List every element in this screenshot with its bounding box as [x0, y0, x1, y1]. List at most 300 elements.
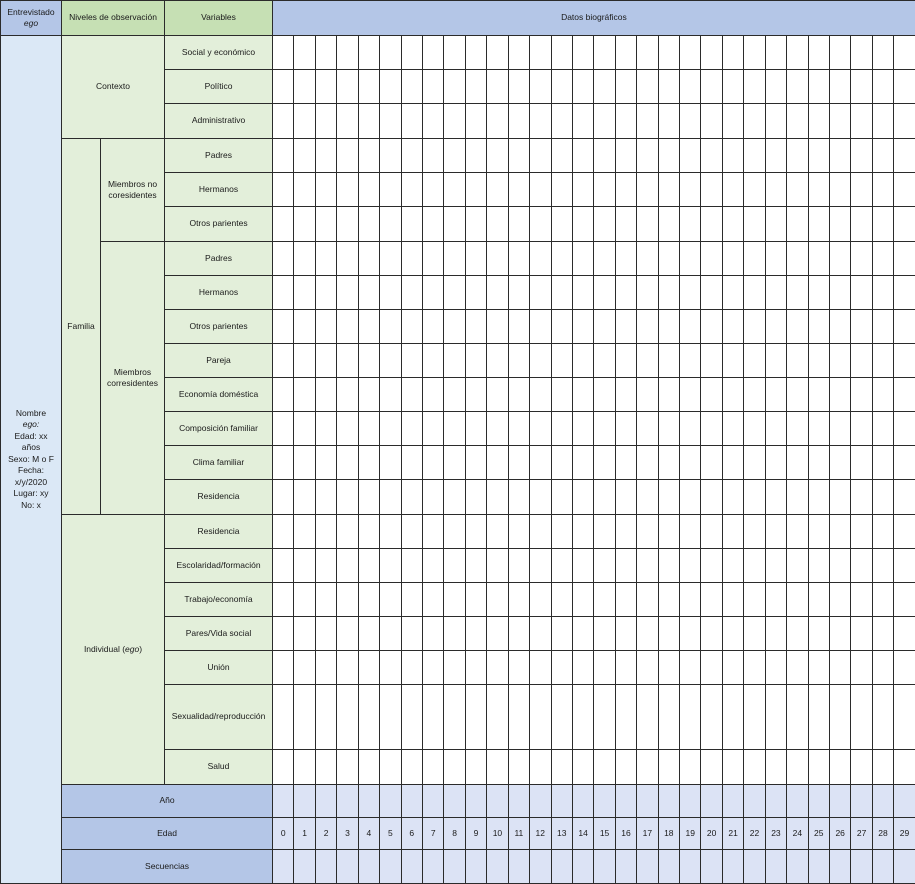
- data-cell[interactable]: [894, 583, 915, 617]
- data-cell[interactable]: [851, 173, 872, 207]
- secuencias-cell[interactable]: [572, 850, 593, 884]
- data-cell[interactable]: [851, 36, 872, 70]
- data-cell[interactable]: [894, 515, 915, 549]
- data-cell[interactable]: [787, 310, 808, 344]
- data-cell[interactable]: [465, 310, 486, 344]
- data-cell[interactable]: [315, 446, 336, 480]
- data-cell[interactable]: [594, 173, 615, 207]
- data-cell[interactable]: [765, 412, 786, 446]
- data-cell[interactable]: [722, 139, 743, 173]
- data-cell[interactable]: [894, 310, 915, 344]
- data-cell[interactable]: [465, 583, 486, 617]
- data-cell[interactable]: [744, 70, 765, 104]
- secuencias-cell[interactable]: [894, 850, 915, 884]
- data-cell[interactable]: [487, 173, 508, 207]
- data-cell[interactable]: [358, 139, 379, 173]
- data-cell[interactable]: [422, 310, 443, 344]
- data-cell[interactable]: [294, 276, 315, 310]
- data-cell[interactable]: [465, 685, 486, 750]
- data-cell[interactable]: [872, 446, 893, 480]
- data-cell[interactable]: [765, 583, 786, 617]
- data-cell[interactable]: [680, 685, 701, 750]
- data-cell[interactable]: [530, 617, 551, 651]
- data-cell[interactable]: [680, 207, 701, 242]
- data-cell[interactable]: [465, 36, 486, 70]
- data-cell[interactable]: [851, 242, 872, 276]
- data-cell[interactable]: [594, 276, 615, 310]
- data-cell[interactable]: [551, 378, 572, 412]
- data-cell[interactable]: [765, 515, 786, 549]
- data-cell[interactable]: [294, 104, 315, 139]
- data-cell[interactable]: [315, 378, 336, 412]
- data-cell[interactable]: [829, 412, 850, 446]
- secuencias-cell[interactable]: [594, 850, 615, 884]
- data-cell[interactable]: [658, 139, 679, 173]
- data-cell[interactable]: [358, 207, 379, 242]
- data-cell[interactable]: [872, 310, 893, 344]
- data-cell[interactable]: [658, 310, 679, 344]
- data-cell[interactable]: [572, 480, 593, 515]
- data-cell[interactable]: [530, 750, 551, 785]
- data-cell[interactable]: [572, 104, 593, 139]
- data-cell[interactable]: [294, 480, 315, 515]
- data-cell[interactable]: [851, 139, 872, 173]
- data-cell[interactable]: [444, 104, 465, 139]
- ano-cell[interactable]: [572, 785, 593, 818]
- data-cell[interactable]: [337, 583, 358, 617]
- data-cell[interactable]: [508, 651, 529, 685]
- secuencias-cell[interactable]: [380, 850, 401, 884]
- ano-cell[interactable]: [829, 785, 850, 818]
- data-cell[interactable]: [465, 549, 486, 583]
- data-cell[interactable]: [358, 310, 379, 344]
- data-cell[interactable]: [808, 104, 829, 139]
- data-cell[interactable]: [872, 412, 893, 446]
- data-cell[interactable]: [337, 750, 358, 785]
- data-cell[interactable]: [337, 173, 358, 207]
- data-cell[interactable]: [508, 276, 529, 310]
- data-cell[interactable]: [637, 70, 658, 104]
- data-cell[interactable]: [701, 412, 722, 446]
- data-cell[interactable]: [358, 344, 379, 378]
- data-cell[interactable]: [851, 515, 872, 549]
- data-cell[interactable]: [829, 515, 850, 549]
- data-cell[interactable]: [294, 207, 315, 242]
- data-cell[interactable]: [851, 70, 872, 104]
- data-cell[interactable]: [872, 549, 893, 583]
- data-cell[interactable]: [615, 617, 636, 651]
- data-cell[interactable]: [465, 515, 486, 549]
- data-cell[interactable]: [851, 412, 872, 446]
- data-cell[interactable]: [829, 446, 850, 480]
- data-cell[interactable]: [508, 310, 529, 344]
- data-cell[interactable]: [487, 344, 508, 378]
- data-cell[interactable]: [722, 173, 743, 207]
- data-cell[interactable]: [658, 651, 679, 685]
- data-cell[interactable]: [829, 651, 850, 685]
- data-cell[interactable]: [273, 446, 294, 480]
- data-cell[interactable]: [358, 173, 379, 207]
- data-cell[interactable]: [530, 583, 551, 617]
- data-cell[interactable]: [680, 344, 701, 378]
- ano-cell[interactable]: [894, 785, 915, 818]
- data-cell[interactable]: [658, 549, 679, 583]
- ano-cell[interactable]: [615, 785, 636, 818]
- data-cell[interactable]: [508, 549, 529, 583]
- data-cell[interactable]: [851, 378, 872, 412]
- data-cell[interactable]: [358, 104, 379, 139]
- data-cell[interactable]: [615, 310, 636, 344]
- data-cell[interactable]: [787, 480, 808, 515]
- data-cell[interactable]: [637, 276, 658, 310]
- secuencias-cell[interactable]: [444, 850, 465, 884]
- data-cell[interactable]: [465, 446, 486, 480]
- data-cell[interactable]: [337, 446, 358, 480]
- data-cell[interactable]: [787, 750, 808, 785]
- ano-cell[interactable]: [444, 785, 465, 818]
- data-cell[interactable]: [594, 70, 615, 104]
- data-cell[interactable]: [444, 378, 465, 412]
- data-cell[interactable]: [829, 242, 850, 276]
- data-cell[interactable]: [487, 549, 508, 583]
- data-cell[interactable]: [872, 139, 893, 173]
- data-cell[interactable]: [894, 685, 915, 750]
- data-cell[interactable]: [572, 446, 593, 480]
- data-cell[interactable]: [315, 412, 336, 446]
- data-cell[interactable]: [765, 480, 786, 515]
- data-cell[interactable]: [722, 276, 743, 310]
- data-cell[interactable]: [808, 139, 829, 173]
- data-cell[interactable]: [530, 310, 551, 344]
- data-cell[interactable]: [637, 104, 658, 139]
- secuencias-cell[interactable]: [701, 850, 722, 884]
- data-cell[interactable]: [380, 139, 401, 173]
- data-cell[interactable]: [465, 70, 486, 104]
- data-cell[interactable]: [401, 651, 422, 685]
- ano-cell[interactable]: [744, 785, 765, 818]
- data-cell[interactable]: [444, 750, 465, 785]
- data-cell[interactable]: [337, 617, 358, 651]
- data-cell[interactable]: [808, 750, 829, 785]
- data-cell[interactable]: [658, 104, 679, 139]
- data-cell[interactable]: [530, 378, 551, 412]
- data-cell[interactable]: [422, 276, 443, 310]
- data-cell[interactable]: [337, 310, 358, 344]
- data-cell[interactable]: [422, 617, 443, 651]
- data-cell[interactable]: [337, 412, 358, 446]
- secuencias-cell[interactable]: [615, 850, 636, 884]
- data-cell[interactable]: [380, 104, 401, 139]
- data-cell[interactable]: [872, 583, 893, 617]
- data-cell[interactable]: [637, 583, 658, 617]
- data-cell[interactable]: [444, 173, 465, 207]
- data-cell[interactable]: [551, 276, 572, 310]
- data-cell[interactable]: [315, 480, 336, 515]
- data-cell[interactable]: [829, 583, 850, 617]
- data-cell[interactable]: [787, 378, 808, 412]
- data-cell[interactable]: [658, 276, 679, 310]
- data-cell[interactable]: [872, 480, 893, 515]
- data-cell[interactable]: [401, 276, 422, 310]
- data-cell[interactable]: [315, 70, 336, 104]
- data-cell[interactable]: [444, 685, 465, 750]
- data-cell[interactable]: [508, 480, 529, 515]
- data-cell[interactable]: [572, 583, 593, 617]
- data-cell[interactable]: [701, 104, 722, 139]
- ano-cell[interactable]: [508, 785, 529, 818]
- data-cell[interactable]: [508, 685, 529, 750]
- secuencias-cell[interactable]: [872, 850, 893, 884]
- data-cell[interactable]: [637, 750, 658, 785]
- data-cell[interactable]: [380, 446, 401, 480]
- data-cell[interactable]: [273, 515, 294, 549]
- data-cell[interactable]: [658, 480, 679, 515]
- data-cell[interactable]: [872, 36, 893, 70]
- data-cell[interactable]: [337, 139, 358, 173]
- data-cell[interactable]: [273, 70, 294, 104]
- data-cell[interactable]: [358, 617, 379, 651]
- data-cell[interactable]: [615, 685, 636, 750]
- data-cell[interactable]: [829, 344, 850, 378]
- data-cell[interactable]: [894, 207, 915, 242]
- data-cell[interactable]: [658, 36, 679, 70]
- data-cell[interactable]: [829, 549, 850, 583]
- data-cell[interactable]: [894, 242, 915, 276]
- data-cell[interactable]: [722, 70, 743, 104]
- data-cell[interactable]: [722, 104, 743, 139]
- data-cell[interactable]: [808, 446, 829, 480]
- data-cell[interactable]: [765, 207, 786, 242]
- secuencias-cell[interactable]: [487, 850, 508, 884]
- data-cell[interactable]: [358, 480, 379, 515]
- data-cell[interactable]: [273, 480, 294, 515]
- data-cell[interactable]: [701, 549, 722, 583]
- data-cell[interactable]: [487, 617, 508, 651]
- data-cell[interactable]: [787, 651, 808, 685]
- data-cell[interactable]: [680, 310, 701, 344]
- data-cell[interactable]: [487, 515, 508, 549]
- data-cell[interactable]: [722, 344, 743, 378]
- data-cell[interactable]: [765, 173, 786, 207]
- data-cell[interactable]: [829, 310, 850, 344]
- data-cell[interactable]: [658, 412, 679, 446]
- data-cell[interactable]: [572, 344, 593, 378]
- data-cell[interactable]: [508, 515, 529, 549]
- data-cell[interactable]: [380, 549, 401, 583]
- data-cell[interactable]: [701, 446, 722, 480]
- data-cell[interactable]: [894, 651, 915, 685]
- data-cell[interactable]: [615, 344, 636, 378]
- data-cell[interactable]: [765, 276, 786, 310]
- data-cell[interactable]: [444, 412, 465, 446]
- data-cell[interactable]: [380, 276, 401, 310]
- data-cell[interactable]: [829, 173, 850, 207]
- data-cell[interactable]: [680, 104, 701, 139]
- data-cell[interactable]: [337, 242, 358, 276]
- data-cell[interactable]: [594, 651, 615, 685]
- data-cell[interactable]: [358, 276, 379, 310]
- data-cell[interactable]: [615, 750, 636, 785]
- data-cell[interactable]: [701, 750, 722, 785]
- data-cell[interactable]: [701, 617, 722, 651]
- data-cell[interactable]: [594, 750, 615, 785]
- data-cell[interactable]: [701, 242, 722, 276]
- data-cell[interactable]: [551, 446, 572, 480]
- data-cell[interactable]: [358, 378, 379, 412]
- data-cell[interactable]: [422, 549, 443, 583]
- data-cell[interactable]: [530, 344, 551, 378]
- data-cell[interactable]: [872, 617, 893, 651]
- ano-cell[interactable]: [765, 785, 786, 818]
- data-cell[interactable]: [744, 549, 765, 583]
- data-cell[interactable]: [808, 412, 829, 446]
- data-cell[interactable]: [315, 685, 336, 750]
- data-cell[interactable]: [380, 310, 401, 344]
- data-cell[interactable]: [487, 70, 508, 104]
- data-cell[interactable]: [358, 412, 379, 446]
- data-cell[interactable]: [508, 104, 529, 139]
- data-cell[interactable]: [658, 207, 679, 242]
- data-cell[interactable]: [294, 70, 315, 104]
- data-cell[interactable]: [551, 617, 572, 651]
- data-cell[interactable]: [808, 70, 829, 104]
- data-cell[interactable]: [358, 242, 379, 276]
- data-cell[interactable]: [765, 36, 786, 70]
- data-cell[interactable]: [680, 378, 701, 412]
- data-cell[interactable]: [701, 310, 722, 344]
- data-cell[interactable]: [872, 276, 893, 310]
- data-cell[interactable]: [401, 750, 422, 785]
- secuencias-cell[interactable]: [637, 850, 658, 884]
- data-cell[interactable]: [680, 173, 701, 207]
- data-cell[interactable]: [637, 515, 658, 549]
- data-cell[interactable]: [508, 173, 529, 207]
- data-cell[interactable]: [894, 344, 915, 378]
- data-cell[interactable]: [380, 378, 401, 412]
- data-cell[interactable]: [315, 207, 336, 242]
- data-cell[interactable]: [444, 446, 465, 480]
- data-cell[interactable]: [722, 549, 743, 583]
- secuencias-cell[interactable]: [680, 850, 701, 884]
- data-cell[interactable]: [508, 446, 529, 480]
- data-cell[interactable]: [401, 104, 422, 139]
- data-cell[interactable]: [508, 412, 529, 446]
- data-cell[interactable]: [294, 685, 315, 750]
- data-cell[interactable]: [273, 207, 294, 242]
- data-cell[interactable]: [872, 515, 893, 549]
- data-cell[interactable]: [722, 36, 743, 70]
- data-cell[interactable]: [615, 378, 636, 412]
- data-cell[interactable]: [487, 480, 508, 515]
- data-cell[interactable]: [851, 750, 872, 785]
- data-cell[interactable]: [273, 344, 294, 378]
- data-cell[interactable]: [572, 173, 593, 207]
- data-cell[interactable]: [444, 207, 465, 242]
- data-cell[interactable]: [572, 36, 593, 70]
- data-cell[interactable]: [337, 378, 358, 412]
- data-cell[interactable]: [487, 583, 508, 617]
- data-cell[interactable]: [487, 242, 508, 276]
- data-cell[interactable]: [829, 36, 850, 70]
- data-cell[interactable]: [829, 104, 850, 139]
- data-cell[interactable]: [465, 242, 486, 276]
- data-cell[interactable]: [787, 36, 808, 70]
- data-cell[interactable]: [273, 583, 294, 617]
- data-cell[interactable]: [444, 276, 465, 310]
- ano-cell[interactable]: [851, 785, 872, 818]
- ano-cell[interactable]: [808, 785, 829, 818]
- data-cell[interactable]: [680, 276, 701, 310]
- data-cell[interactable]: [273, 651, 294, 685]
- data-cell[interactable]: [637, 173, 658, 207]
- secuencias-cell[interactable]: [829, 850, 850, 884]
- data-cell[interactable]: [530, 104, 551, 139]
- data-cell[interactable]: [380, 36, 401, 70]
- data-cell[interactable]: [680, 651, 701, 685]
- data-cell[interactable]: [337, 36, 358, 70]
- data-cell[interactable]: [615, 549, 636, 583]
- data-cell[interactable]: [572, 750, 593, 785]
- data-cell[interactable]: [787, 276, 808, 310]
- data-cell[interactable]: [380, 651, 401, 685]
- data-cell[interactable]: [765, 651, 786, 685]
- data-cell[interactable]: [658, 446, 679, 480]
- data-cell[interactable]: [680, 139, 701, 173]
- data-cell[interactable]: [808, 207, 829, 242]
- data-cell[interactable]: [380, 617, 401, 651]
- secuencias-cell[interactable]: [808, 850, 829, 884]
- data-cell[interactable]: [551, 412, 572, 446]
- data-cell[interactable]: [551, 70, 572, 104]
- data-cell[interactable]: [894, 104, 915, 139]
- data-cell[interactable]: [444, 480, 465, 515]
- data-cell[interactable]: [465, 412, 486, 446]
- data-cell[interactable]: [744, 276, 765, 310]
- secuencias-cell[interactable]: [787, 850, 808, 884]
- ano-cell[interactable]: [701, 785, 722, 818]
- data-cell[interactable]: [422, 104, 443, 139]
- data-cell[interactable]: [572, 651, 593, 685]
- data-cell[interactable]: [273, 139, 294, 173]
- data-cell[interactable]: [551, 480, 572, 515]
- data-cell[interactable]: [315, 515, 336, 549]
- data-cell[interactable]: [808, 685, 829, 750]
- data-cell[interactable]: [358, 685, 379, 750]
- data-cell[interactable]: [530, 515, 551, 549]
- data-cell[interactable]: [380, 242, 401, 276]
- secuencias-cell[interactable]: [273, 850, 294, 884]
- data-cell[interactable]: [787, 139, 808, 173]
- data-cell[interactable]: [273, 750, 294, 785]
- data-cell[interactable]: [765, 310, 786, 344]
- data-cell[interactable]: [315, 310, 336, 344]
- data-cell[interactable]: [273, 378, 294, 412]
- data-cell[interactable]: [465, 651, 486, 685]
- data-cell[interactable]: [465, 207, 486, 242]
- data-cell[interactable]: [487, 104, 508, 139]
- secuencias-cell[interactable]: [337, 850, 358, 884]
- data-cell[interactable]: [508, 378, 529, 412]
- data-cell[interactable]: [422, 378, 443, 412]
- data-cell[interactable]: [894, 446, 915, 480]
- data-cell[interactable]: [701, 173, 722, 207]
- data-cell[interactable]: [615, 480, 636, 515]
- data-cell[interactable]: [765, 617, 786, 651]
- secuencias-cell[interactable]: [658, 850, 679, 884]
- data-cell[interactable]: [851, 207, 872, 242]
- secuencias-cell[interactable]: [401, 850, 422, 884]
- data-cell[interactable]: [594, 412, 615, 446]
